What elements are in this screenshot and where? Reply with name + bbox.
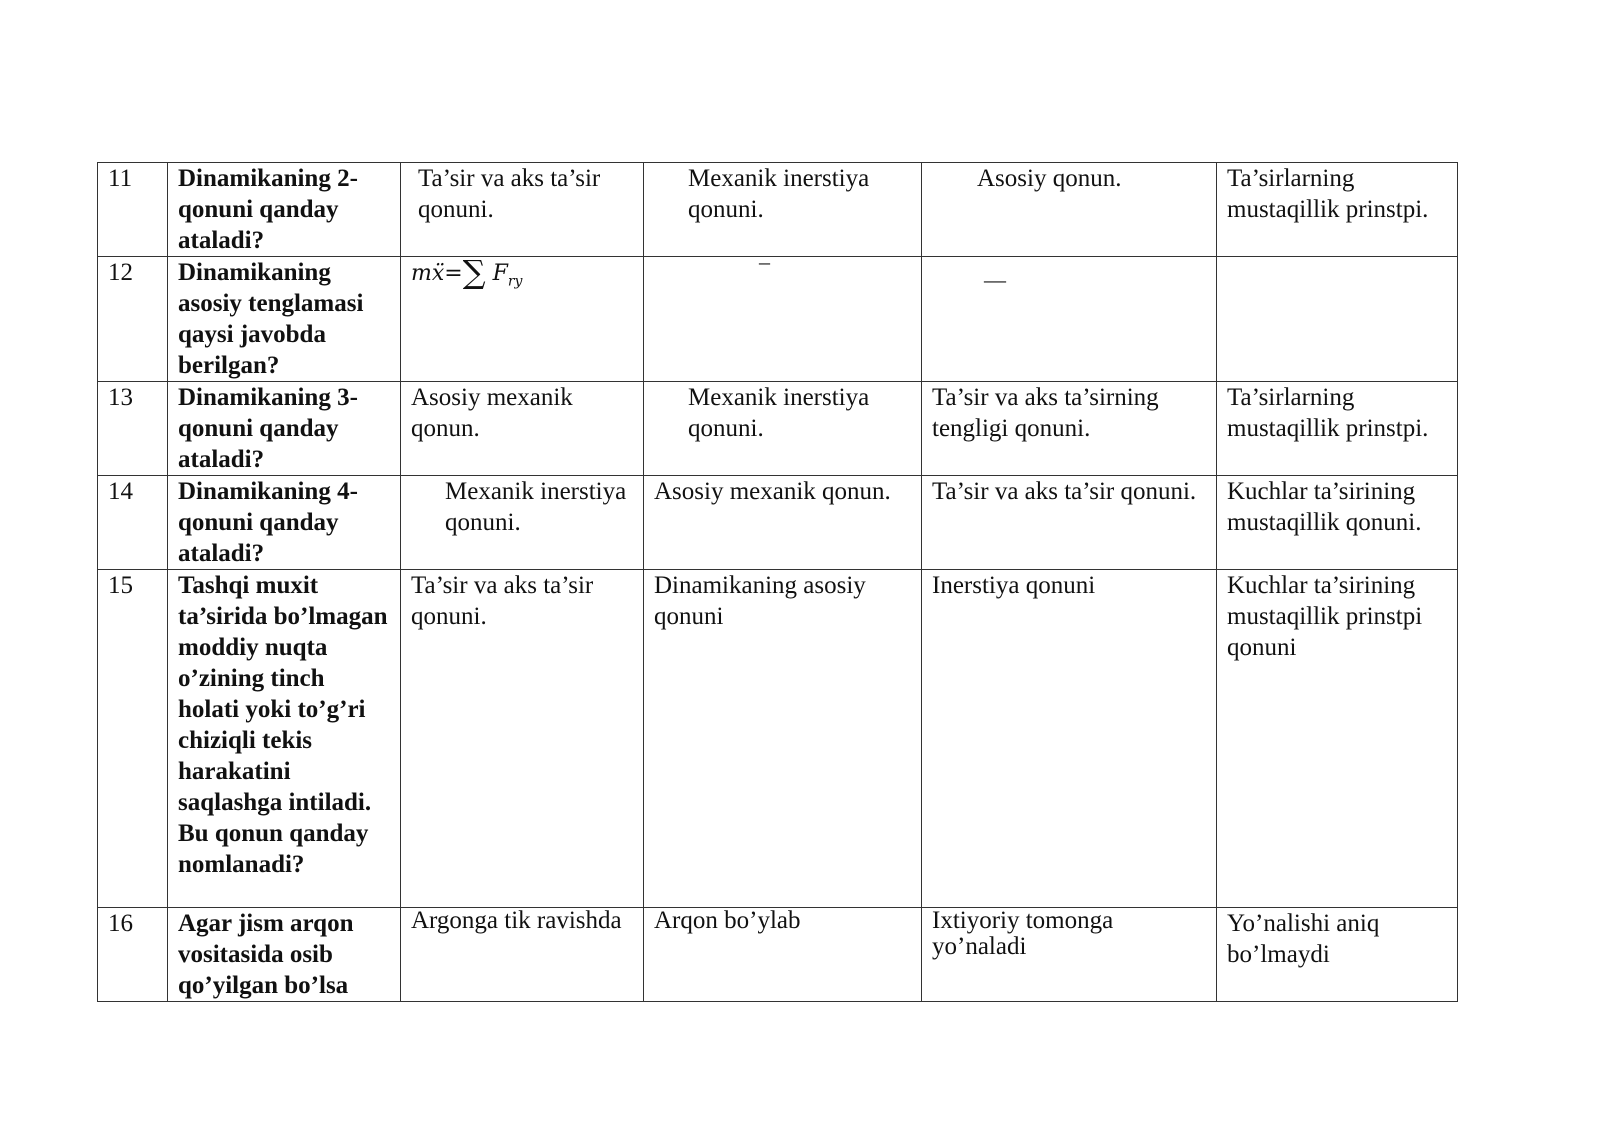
question-cell: Agar jism arqon vositasida osib qo’yilgan bo’lsa bbox=[168, 908, 401, 1002]
answer-cell-b bbox=[644, 908, 922, 1002]
table-row bbox=[98, 476, 1458, 570]
answer-cell-d: Ta’sirlarning mustaqillik prinstpi. bbox=[1217, 163, 1458, 257]
sum-symbol: ∑ bbox=[462, 256, 486, 291]
row-number: 13 bbox=[98, 382, 168, 476]
question-cell: Dinamikaning 2-qonuni qanday ataladi? bbox=[168, 163, 401, 257]
answer-text: Mexanik inerstiya qonuni. bbox=[688, 165, 870, 223]
answer-cell-a bbox=[401, 163, 644, 257]
answer-cell-c: Inerstiya qonuni bbox=[922, 570, 1217, 908]
table-row bbox=[98, 570, 1458, 908]
table-row bbox=[98, 908, 1458, 1002]
table-row bbox=[98, 163, 1458, 257]
row-number: 11 bbox=[98, 163, 168, 257]
table-row bbox=[98, 382, 1458, 476]
answer-cell-b: Asosiy mexanik qonun. bbox=[644, 476, 922, 570]
answer-dash: — bbox=[984, 267, 1006, 292]
answer-cell-d: Yo’nalishi aniq bo’lmaydi bbox=[1217, 908, 1458, 1002]
answer-cell-d bbox=[1217, 257, 1458, 382]
answer-text: Mexanik inerstiya qonuni. bbox=[688, 384, 870, 442]
answer-cell-b bbox=[644, 382, 922, 476]
question-cell: Tashqi muxit ta’sirida bo’lmagan moddiy nuqta o’zining tinch holati yoki to’g’ri chiziqli tekis harakatini saqlashga intiladi. Bu qonun qanday nomlanadi? bbox=[168, 570, 401, 908]
answer-text: Asosiy qonun. bbox=[977, 165, 1122, 192]
row-number: 12 bbox=[98, 257, 168, 382]
answer-text: Ixtiyoriy tomonga yo’naladi bbox=[932, 907, 1114, 960]
answer-cell-c bbox=[922, 908, 1217, 1002]
answer-cell-b: Dinamikaning asosiy qonuni bbox=[644, 570, 922, 908]
answer-cell-c bbox=[922, 163, 1217, 257]
answer-text: Ta’sir va aks ta’sir qonuni. bbox=[418, 165, 601, 223]
question-cell: Dinamikaning 3-qonuni qanday ataladi? bbox=[168, 382, 401, 476]
answer-cell-a bbox=[401, 476, 644, 570]
answer-cell-a: Ta’sir va aks ta’sir qonuni. bbox=[401, 570, 644, 908]
answer-cell-a: Asosiy mexanik qonun. bbox=[401, 382, 644, 476]
answer-cell-b bbox=[644, 163, 922, 257]
question-cell: Dinamikaning 4-qonuni qanday ataladi? bbox=[168, 476, 401, 570]
answer-cell-b bbox=[644, 257, 922, 382]
row-number: 14 bbox=[98, 476, 168, 570]
answer-text: Argonga tik ravishda bbox=[411, 907, 622, 934]
answer-text: Mexanik inerstiya qonuni. bbox=[445, 478, 627, 536]
answer-cell-c: Ta’sir va aks ta’sir qonuni. bbox=[922, 476, 1217, 570]
answer-cell-d: Kuchlar ta’sirining mustaqillik qonuni. bbox=[1217, 476, 1458, 570]
answer-cell-a bbox=[401, 908, 644, 1002]
formula-subscript: ry bbox=[507, 273, 523, 290]
answer-cell-d: Ta’sirlarning mustaqillik prinstpi. bbox=[1217, 382, 1458, 476]
answer-dash: – bbox=[759, 256, 770, 274]
questions-table bbox=[97, 162, 1458, 1002]
question-cell: Dinamikaning asosiy tenglamasi qaysi javobda berilgan? bbox=[168, 257, 401, 382]
answer-text: Arqon bo’ylab bbox=[654, 907, 801, 934]
formula-lhs: mẍ bbox=[411, 261, 445, 286]
answer-cell-c: Ta’sir va aks ta’sirning tengligi qonuni. bbox=[922, 382, 1217, 476]
answer-cell-d: Kuchlar ta’sirining mustaqillik prinstpi qonuni bbox=[1217, 570, 1458, 908]
answer-cell-a bbox=[401, 257, 644, 382]
row-number: 15 bbox=[98, 570, 168, 908]
answer-cell-c bbox=[922, 257, 1217, 382]
dynamics-equation-formula bbox=[411, 256, 523, 291]
row-number: 16 bbox=[98, 908, 168, 1002]
table-row bbox=[98, 257, 1458, 382]
formula-equals: = bbox=[444, 261, 463, 286]
formula-rhs: F bbox=[492, 261, 508, 286]
